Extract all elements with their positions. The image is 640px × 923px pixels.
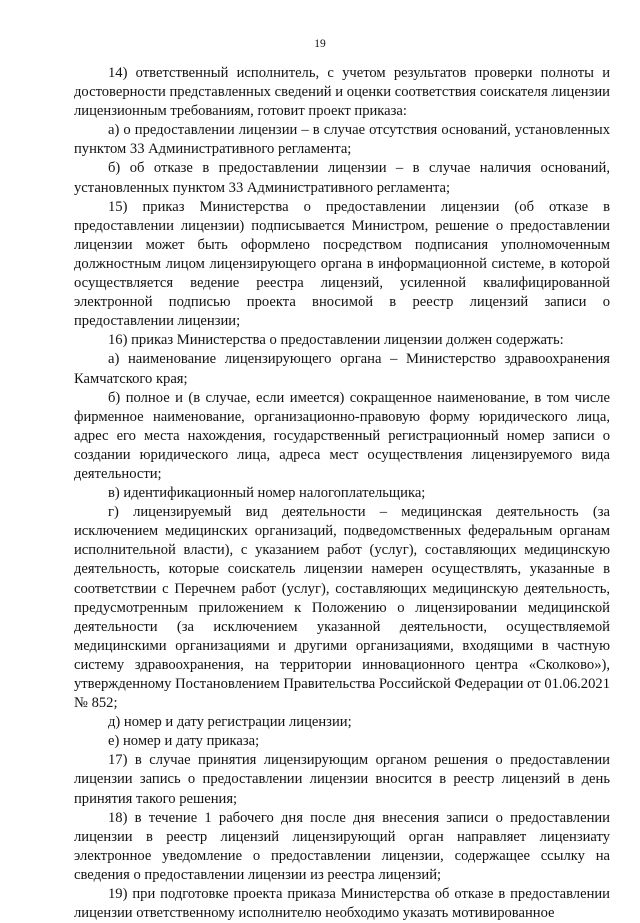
- paragraph-item-17: 17) в случае принятия лицензирующим органом решения о предоставлении лицензии запись о предоставлении лицензии вносится в реестр лицензий в день принятия такого решения;: [74, 752, 610, 807]
- page-number: 19: [314, 38, 326, 50]
- paragraph-subitem-a: а) наименование лицензирующего органа – Министерство здравоохранения Камчатского края;: [74, 351, 610, 387]
- paragraph-subitem-b: б) полное и (в случае, если имеется) сокращенное наименование, в том числе фирменное наименование, организационно-правовую форму юридического лица, адрес его места нахождения, государственный регистрационный номер записи о создании юридического лица, адреса мест осуществления лицензируемого вида деятельности;: [74, 389, 610, 482]
- paragraph-subitem-e: е) номер и дату приказа;: [108, 733, 260, 750]
- paragraph-subitem-a: а) о предоставлении лицензии – в случае отсутствия оснований, установленных пунктом 33 Административного регламента;: [74, 122, 610, 158]
- document-body: [74, 64, 610, 923]
- paragraph-subitem-g: г) лицензируемый вид деятельности – медицинская деятельность (за исключением медицинских организаций, подведомственных федеральным органам исполнительной власти), с указанием работ (услуг), составляющих медицинскую деятельность, которые соискатель лицензии намерен осуществлять, указанные в соответствии с Перечнем работ (услуг), составляющих медицинскую деятельность, предусмотренным приложением к Положению о лицензировании медицинской деятельности (за исключением указанной деятельности, осуществляемой медицинскими организациями и другими организациями, входящими в частную систему здравоохранения, на территории инновационного центра «Сколково»), утвержденному Постановлением Правительства Российской Федерации от 01.06.2021 № 852;: [74, 504, 610, 712]
- paragraph-subitem-v: в) идентификационный номер налогоплательщика;: [108, 485, 426, 502]
- paragraph-item-19: 19) при подготовке проекта приказа Министерства об отказе в предоставлении лицензии ответственному исполнителю необходимо указать мотивированное: [74, 886, 610, 922]
- paragraph-subitem-b: б) об отказе в предоставлении лицензии – в случае наличия оснований, установленных пунктом 33 Административного регламента;: [74, 160, 610, 196]
- paragraph-item-18: 18) в течение 1 рабочего дня после дня внесения записи о предоставлении лицензии в реестр лицензий лицензирующий орган направляет лицензиату электронное уведомление о предоставлении лицензии, содержащее ссылку на сведения о предоставлении лицензии из реестра лицензий;: [74, 809, 610, 883]
- paragraph-item-16: 16) приказ Министерства о предоставлении лицензии должен содержать:: [108, 332, 564, 349]
- paragraph-item-14: 14) ответственный исполнитель, с учетом результатов проверки полноты и достоверности представленных сведений и оценки соответствия соискателя лицензии лицензионным требованиям, готовит проект приказа:: [74, 65, 610, 120]
- paragraph-subitem-d: д) номер и дату регистрации лицензии;: [108, 714, 352, 731]
- paragraph-item-15: 15) приказ Министерства о предоставлении лицензии (об отказе в предоставлении лицензии) подписывается Министром, решение о предоставлении лицензии может быть оформлено посредством подписания уполномоченным должностным лицом лицензирующего органа в информационной системе, в которой осуществляется ведение реестра лицензий, усиленной квалифицированной электронной подписью проекта вносимой в реестр лицензий записи о предоставлении лицензии;: [74, 198, 610, 330]
